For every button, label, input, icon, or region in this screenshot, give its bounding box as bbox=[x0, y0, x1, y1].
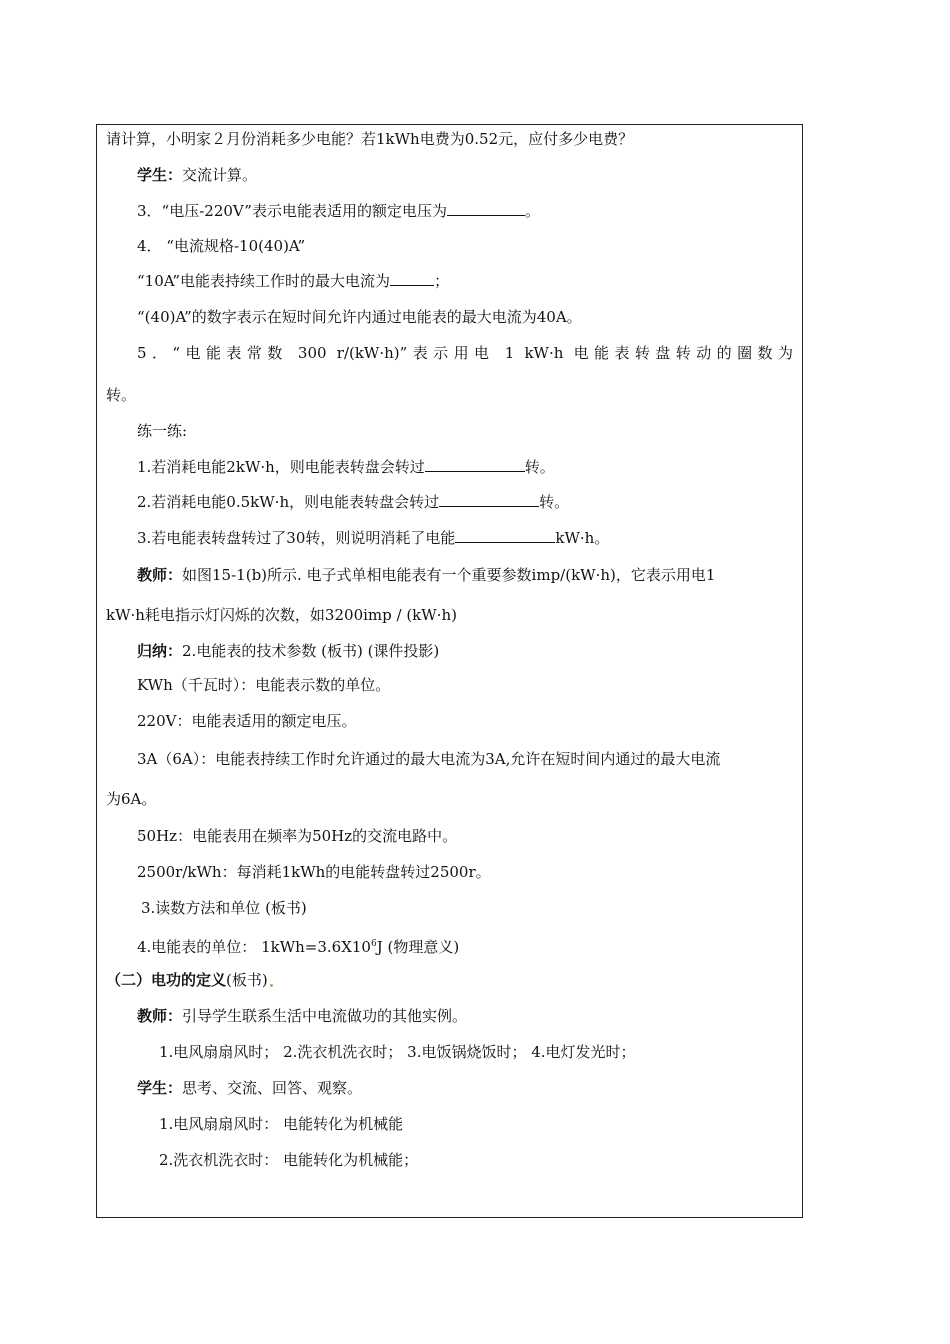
text: 交流计算。 bbox=[182, 166, 258, 184]
answer-blank bbox=[455, 528, 555, 543]
answer-blank bbox=[425, 457, 525, 472]
text: 3．“电压-220V”表示电能表适用的额定电压为 bbox=[137, 202, 447, 220]
section-heading: （二）电功的定义 bbox=[106, 971, 227, 989]
text: 1.电风扇扇风时； 2.洗衣机洗衣时； 3.电饭锅烧饭时； 4.电灯发光时； bbox=[159, 1043, 636, 1061]
text-line bbox=[137, 1006, 467, 1026]
text: 1.若消耗电能2kW·h，则电能表转盘会转过 bbox=[137, 458, 425, 476]
text-line bbox=[137, 641, 439, 661]
text: 2.若消耗电能0.5kW·h，则电能表转盘会转过 bbox=[137, 493, 440, 511]
text: “(40)A”的数字表示在短时间允许内通过电能表的最大电流为40A。 bbox=[137, 308, 582, 326]
text: ； bbox=[434, 272, 450, 290]
text-line bbox=[137, 492, 569, 512]
text: 练一练: bbox=[137, 422, 188, 440]
text-line bbox=[141, 898, 307, 918]
text: 。 bbox=[524, 202, 540, 220]
text: “10A”电能表持续工作时的最大电流为 bbox=[137, 272, 391, 290]
text-line bbox=[106, 129, 633, 149]
text: KWh（千瓦时）：电能表示数的单位。 bbox=[137, 676, 391, 694]
text: 5．“电能表常数 300 r/(kW·h)”表示用电 1 kW·h 电能表转盘转动的圈数为 bbox=[137, 344, 793, 362]
text-line bbox=[137, 749, 720, 769]
decorative-dot bbox=[270, 984, 273, 987]
text: 2.洗衣机洗衣时： 电能转化为机械能； bbox=[159, 1151, 419, 1169]
text: 思考、交流、回答、观察。 bbox=[182, 1079, 363, 1097]
text-line bbox=[137, 236, 305, 256]
speaker-label: 教师： bbox=[137, 1007, 183, 1025]
text-line bbox=[137, 271, 449, 291]
speaker-label: 归纳： bbox=[137, 642, 183, 660]
text: 50Hz：电能表用在频率为50Hz的交流电路中。 bbox=[137, 827, 458, 845]
speaker-label: 学生： bbox=[137, 166, 183, 184]
answer-blank bbox=[390, 271, 434, 286]
text: 220V：电能表适用的额定电压。 bbox=[137, 712, 357, 730]
text: 2500r/kWh：每消耗1kWh的电能转盘转过2500r。 bbox=[137, 863, 491, 881]
text-line bbox=[137, 565, 715, 585]
text-line bbox=[137, 528, 609, 548]
text: 转。 bbox=[106, 386, 137, 404]
text: 转。 bbox=[524, 458, 555, 476]
answer-blank bbox=[439, 492, 539, 507]
text: 1.电风扇扇风时： 电能转化为机械能 bbox=[159, 1115, 404, 1133]
text: 引导学生联系生活中电流做功的其他实例。 bbox=[182, 1007, 468, 1025]
text: 转。 bbox=[539, 493, 570, 511]
text-line bbox=[137, 862, 491, 882]
text: 3.读数方法和单位 (板书) bbox=[141, 899, 307, 917]
text: 3.若电能表转盘转过了30转，则说明消耗了电能 bbox=[137, 529, 456, 547]
text: 为6A。 bbox=[106, 790, 157, 808]
speaker-label: 教师： bbox=[137, 566, 183, 584]
text: 请计算，小明家２月份消耗多少电能？若1kWh电费为0.52元，应付多少电费？ bbox=[106, 130, 634, 148]
text-line bbox=[159, 1114, 403, 1134]
text-line bbox=[137, 307, 582, 327]
speaker-label: 学生： bbox=[137, 1079, 183, 1097]
text: kW·h耗电指示灯闪烁的次数，如3200imp / (kW·h) bbox=[106, 606, 457, 624]
text: (板书) bbox=[226, 971, 268, 989]
content-table-cell bbox=[96, 124, 803, 1218]
text-line bbox=[137, 826, 457, 846]
text-line bbox=[106, 385, 136, 405]
text-line bbox=[137, 343, 793, 363]
answer-blank bbox=[447, 201, 525, 216]
text-line bbox=[137, 711, 356, 731]
text-line bbox=[137, 1078, 362, 1098]
text: 如图15-1(b)所示. 电子式单相电能表有一个重要参数imp/(kW·h)，它表示用电1 bbox=[182, 566, 716, 584]
text-line bbox=[137, 457, 555, 477]
text: 4.电能表的单位： 1kWh=3.6X10 bbox=[137, 938, 371, 956]
text-line bbox=[106, 605, 457, 625]
text-line bbox=[159, 1042, 636, 1062]
exponent: 6 bbox=[370, 939, 377, 949]
text-line bbox=[159, 1150, 418, 1170]
text-line bbox=[106, 789, 156, 809]
text-line bbox=[137, 201, 540, 221]
text-line bbox=[137, 165, 257, 185]
text: 2.电能表的技术参数 (板书) (课件投影) bbox=[182, 642, 440, 660]
text: 4． “电流规格-10(40)A” bbox=[137, 237, 306, 255]
text: J (物理意义) bbox=[376, 938, 460, 956]
text-line bbox=[106, 970, 273, 990]
text-line bbox=[137, 675, 390, 695]
text: 3A（6A）：电能表持续工作时允许通过的最大电流为3A,允许在短时间内通过的最大电流 bbox=[137, 750, 721, 768]
text: kW·h。 bbox=[555, 529, 610, 547]
text-line bbox=[137, 421, 187, 441]
text-line bbox=[137, 934, 459, 957]
